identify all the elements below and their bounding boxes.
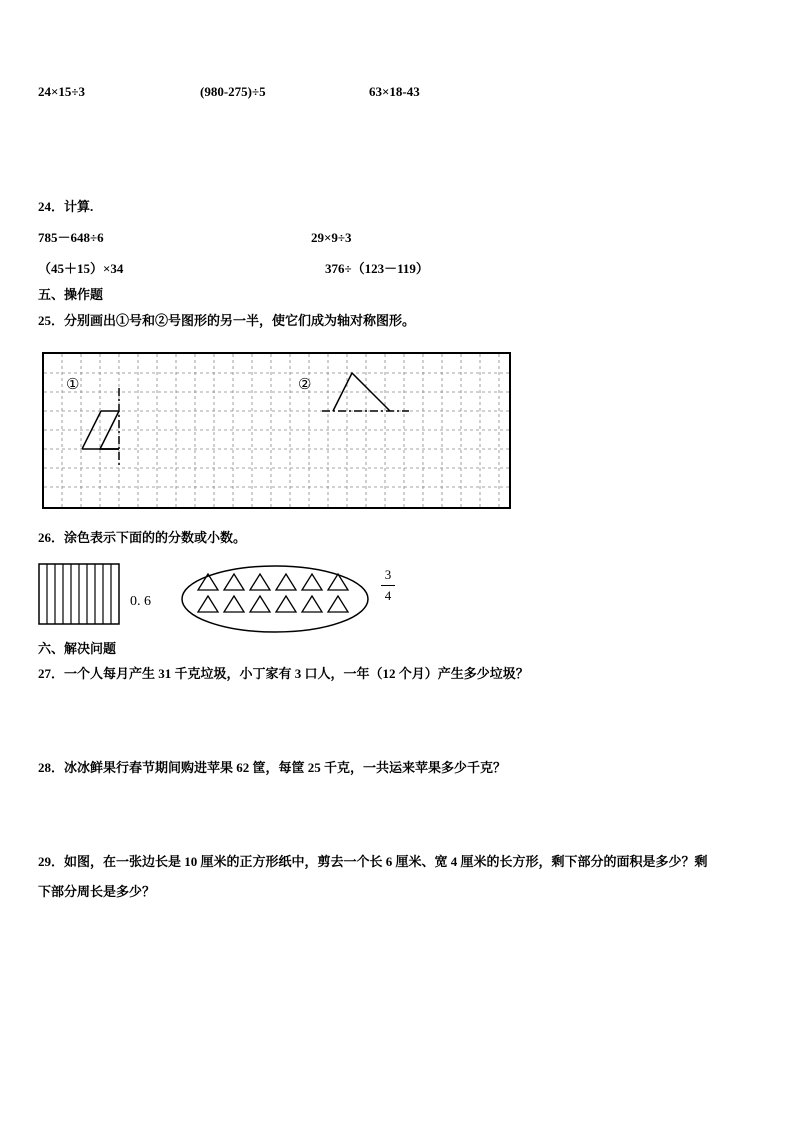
question-27-title: 27．一个人每月产生 31 千克垃圾，小丁家有 3 口人，一年（12 个月）产生多少垃圾？	[38, 666, 529, 681]
question-25-title: 25．分别画出①号和②号图形的另一半，使它们成为轴对称图形。	[38, 313, 416, 328]
fraction-three-quarters	[381, 567, 395, 604]
symmetry-grid-figure	[42, 352, 512, 510]
expr-24x15div3: 24×15÷3	[38, 84, 86, 99]
question-24-expr-4: 376÷（123－119）	[325, 261, 429, 276]
question-28-title: 28．冰冰鲜果行春节期间购进苹果 62 筐，每筐 25 千克，一共运来苹果多少千克？	[38, 760, 507, 775]
figure-2-label: ②	[298, 377, 312, 393]
figure-1-label: ①	[66, 377, 80, 393]
fraction-numerator: 3	[384, 567, 392, 582]
decimal-label: 0. 6	[130, 594, 151, 609]
fraction-bar	[381, 585, 395, 586]
striped-rectangle	[38, 563, 120, 625]
question-29-line-2: 下部分周长是多少？	[38, 884, 156, 899]
question-24-expr-2: 29×9÷3	[311, 230, 352, 245]
question-24-expr-1: 785－648÷6	[38, 230, 104, 245]
question-29-line-1: 29．如图，在一张边长是 10 厘米的正方形纸中，剪去一个长 6 厘米、宽 4 厘米的长方形，剩下部分的面积是多少？剩	[38, 854, 708, 869]
section-5-heading: 五、操作题	[38, 287, 104, 302]
question-24-title: 24．计算.	[38, 199, 94, 214]
expr-980-275div5: (980-275)÷5	[200, 84, 266, 99]
section-6-heading: 六、解决问题	[38, 641, 117, 656]
fraction-denominator: 4	[384, 588, 392, 603]
question-26-title: 26．涂色表示下面的的分数或小数。	[38, 530, 247, 545]
triangles-ellipse	[180, 564, 370, 634]
expr-63x18-43: 63×18-43	[369, 84, 420, 99]
question-24-expr-3: （45＋15）×34	[38, 261, 124, 276]
